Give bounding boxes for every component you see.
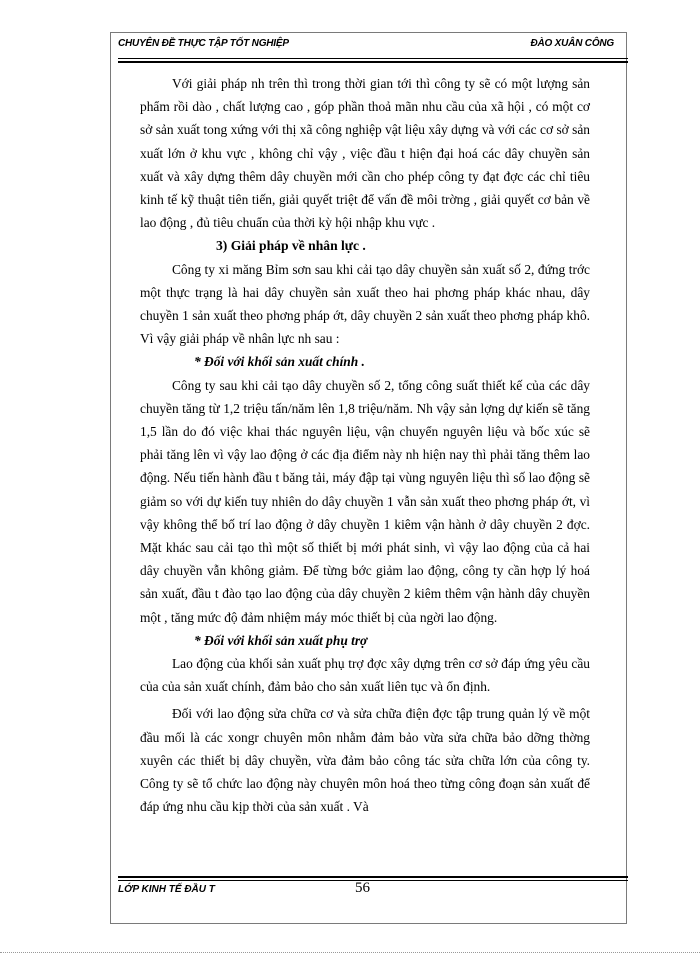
section-heading: 3) Giải pháp về nhân lực . — [216, 238, 366, 254]
header-author: ĐÀO XUÂN CÔNG — [530, 38, 614, 49]
subheading-main-production: * Đối với khối sản xuất chính . — [194, 354, 365, 370]
bottom-dotted-line — [0, 952, 700, 953]
paragraph-3: Công ty sau khi cải tạo dây chuyền số 2, tổng công suất thiết kế của các dây chuyền tăng từ 1,2 triệu tấn/năm lên 1,8 triệu/năm. Nh vậy sản lợng dự kiến sẽ tăng 1,5 lần do đó việc khai thác nguyên liệu, vận chuyển nguyên liệu và bốc xúc sẽ phải tăng lên vì vậy lao động ở các địa điểm này nh hiện nay thì phải tăng thêm lao động. Nếu tiến hành đầu t băng tải, máy đập tại vùng nguyên liệu thì số lao động sẽ giảm so với dự kiến tuy nhiên do dây chuyền 1 vẫn sản xuất theo phơng pháp ớt, vì vậy không thể bố trí lao động ở dây chuyền 1 kiêm vận hành ở dây chuyền 2 đợc. Mặt khác sau cải tạo thì một số thiết bị mới phát sinh, vì vậy lao động của cả hai dây chuyền vẫn không giảm. Để từng bớc giảm lao động, công ty cần hợp lý hoá sản xuất, đầu t đào tạo lao động của dây chuyền 2 kiêm thêm vận hành dây chuyền một , tăng mức độ đảm nhiệm máy móc thiết bị của ngời lao động. — [140, 377, 590, 625]
paragraph-2: Công ty xi măng Bỉm sơn sau khi cải tạo dây chuyền sản xuất số 2, đứng trớc một thực trạng là hai dây chuyền sản xuất theo hai phơng pháp khác nhau, dây chuyền 1 sản xuất theo phơng pháp ớt, dây chuyền 2 sản xuất theo phơng pháp khô. Vì vậy giải pháp về nhân lực nh sau : — [140, 261, 590, 347]
header-rule — [118, 58, 628, 59]
page-number: 56 — [355, 880, 370, 896]
subheading-auxiliary-production: * Đối với khối sản xuất phụ trợ — [194, 632, 368, 648]
footer-rule — [118, 880, 628, 881]
paragraph-4: Lao động của khối sản xuất phụ trợ đợc xây dựng trên cơ sở đáp ứng yêu cầu của của sản xuất chính, đảm bảo cho sản xuất liên tục và ổn định. — [140, 656, 590, 695]
body-text — [140, 72, 590, 819]
page-header — [118, 38, 628, 58]
footer-class-label: LỚP KINH TẾ ĐẦU T — [118, 884, 215, 895]
header-title: CHUYÊN ĐỀ THỰC TẬP TỐT NGHIỆP — [118, 38, 289, 49]
paragraph-5: Đối với lao động sửa chữa cơ và sửa chữa điện đợc tập trung quản lý về một đầu mối là các xongr chuyên môn nhằm đảm bảo vừa sửa chữa bảo dỡng thờng xuyên các thiết bị dây chuyền, vừa đảm bảo công tác sửa chữa lớn của công ty. Công ty sẽ tổ chức lao động này chuyên môn hoá theo từng công đoạn sản xuất để đáp ứng nhu cầu kịp thời của sản xuất . Và — [140, 706, 590, 815]
footer-rule-thick — [118, 876, 628, 878]
header-rule-thick — [118, 61, 628, 63]
paragraph-1: Với giải pháp nh trên thì trong thời gian tới thì công ty sẽ có một lượng sản phẩm rồi dào , chất lượng cao , góp phần thoả mãn nhu cầu của xã hội , có một cơ sở sản xuất tong xứng với thị xã công nghiệp vật liệu xây dựng và với các cơ sở sản xuất lớn ở khu vực , không chỉ vậy , việc đầu t hiện đại hoá các dây chuyền sản xuất và xây dựng thêm dây chuyền mới cần cho phép công ty đạt đợc các chỉ tiêu kinh tế kỹ thuật tiên tiến, giải quyết triệt để vấn đề môi trờng , giải quyết cơ bản về lao động , đủ tiêu chuẩn của thời kỳ hội nhập khu vực . — [140, 76, 590, 231]
